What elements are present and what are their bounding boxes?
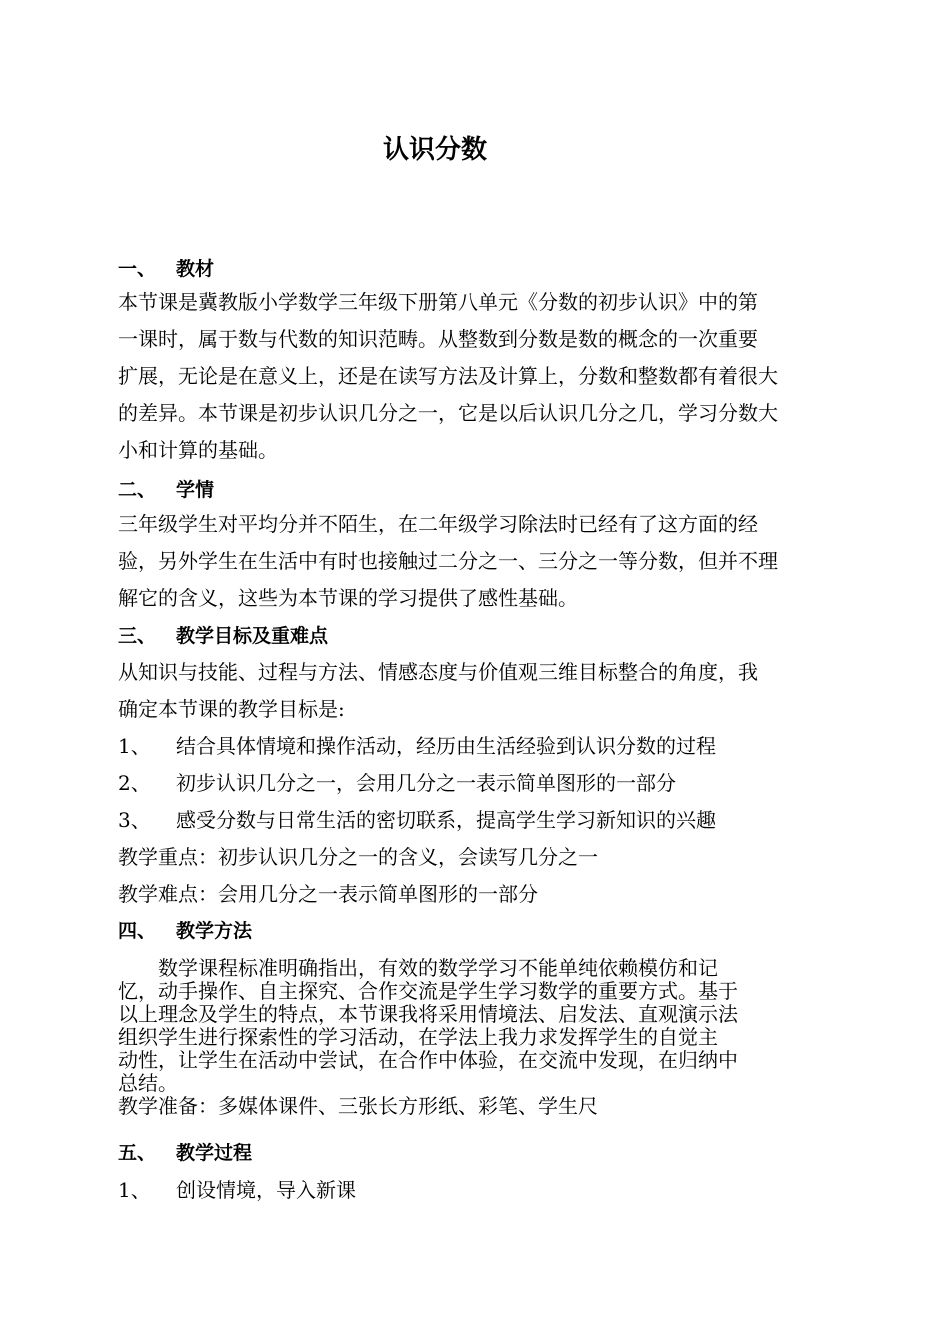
- section-number: 四、: [118, 920, 157, 942]
- section-title: 教学过程: [176, 1142, 253, 1164]
- text-line: 小和计算的基础。: [118, 438, 278, 462]
- section-number: 三、: [118, 625, 157, 647]
- list-number: 2、: [118, 771, 151, 795]
- text-line: 本节课是冀教版小学数学三年级下册第八单元《分数的初步认识》中的第: [118, 290, 758, 314]
- text-line: 一课时，属于数与代数的知识范畴。从整数到分数是数的概念的一次重要: [118, 327, 758, 351]
- process-list: [118, 1172, 834, 1209]
- paragraph-objectives-intro: [118, 654, 834, 728]
- list-item: [118, 728, 834, 765]
- text-line: 确定本节课的教学目标是:: [118, 697, 345, 721]
- paragraph-methods: [118, 957, 834, 1118]
- section-heading-methods: [118, 916, 834, 946]
- list-text: 结合具体情境和操作活动，经历由生活经验到认识分数的过程: [176, 734, 716, 758]
- list-item: [118, 802, 834, 839]
- paragraph-textbook: [118, 284, 834, 469]
- list-text: 创设情境，导入新课: [176, 1178, 356, 1202]
- difficulty-line: 教学难点：会用几分之一表示简单图形的一部分: [118, 882, 538, 906]
- text-line: 验，另外学生在生活中有时也接触过二分之一、三分之一等分数，但并不理: [118, 549, 778, 573]
- objectives-list: [118, 728, 834, 913]
- text-line: 忆，动手操作、自主探究、合作交流是学生学习数学的重要方式。基于: [118, 979, 738, 1003]
- section-heading-process: [118, 1138, 834, 1168]
- text-line: 的差异。本节课是初步认识几分之一，它是以后认识几分之几，学习分数大: [118, 401, 778, 425]
- list-number: 1、: [118, 734, 151, 758]
- text-line: 数学课程标准明确指出，有效的数学学习不能单纯依赖模仿和记: [118, 956, 718, 980]
- list-item: [118, 1172, 834, 1209]
- section-heading-objectives: [118, 621, 834, 651]
- document-title: 认识分数: [382, 135, 487, 165]
- text-line: 三年级学生对平均分并不陌生，在二年级学习除法时已经有了这方面的经: [118, 512, 758, 536]
- section-title: 教材: [176, 258, 215, 280]
- section-title: 教学方法: [176, 920, 253, 942]
- list-text: 感受分数与日常生活的密切联系，提高学生学习新知识的兴趣: [176, 808, 716, 832]
- list-item: [118, 765, 834, 802]
- section-heading-textbook: [118, 254, 834, 284]
- section-title: 学情: [176, 479, 215, 501]
- paragraph-learners: [118, 506, 834, 617]
- list-number: 3、: [118, 808, 151, 832]
- preparation-line: 教学准备：多媒体课件、三张长方形纸、彩笔、学生尺: [118, 1094, 598, 1118]
- section-number: 五、: [118, 1142, 157, 1164]
- text-line: 动性，让学生在活动中尝试，在合作中体验，在交流中发现，在归纳中: [118, 1048, 738, 1072]
- text-line: 以上理念及学生的特点，本节课我将采用情境法、启发法、直观演示法: [118, 1002, 738, 1026]
- text-line: 扩展，无论是在意义上，还是在读写方法及计算上，分数和整数都有着很大: [118, 364, 778, 388]
- text-line: 总结。: [118, 1071, 178, 1095]
- section-heading-learners: [118, 475, 834, 505]
- section-number: 一、: [118, 258, 157, 280]
- section-number: 二、: [118, 479, 157, 501]
- text-line: 从知识与技能、过程与方法、情感态度与价值观三维目标整合的角度，我: [118, 660, 758, 684]
- section-title: 教学目标及重难点: [176, 625, 329, 647]
- key-point-line: 教学重点：初步认识几分之一的含义，会读写几分之一: [118, 845, 598, 869]
- list-text: 初步认识几分之一，会用几分之一表示简单图形的一部分: [176, 771, 676, 795]
- text-line: 解它的含义，这些为本节课的学习提供了感性基础。: [118, 586, 578, 610]
- list-number: 1、: [118, 1178, 151, 1202]
- text-line: 组织学生进行探索性的学习活动，在学法上我力求发挥学生的自觉主: [118, 1025, 718, 1049]
